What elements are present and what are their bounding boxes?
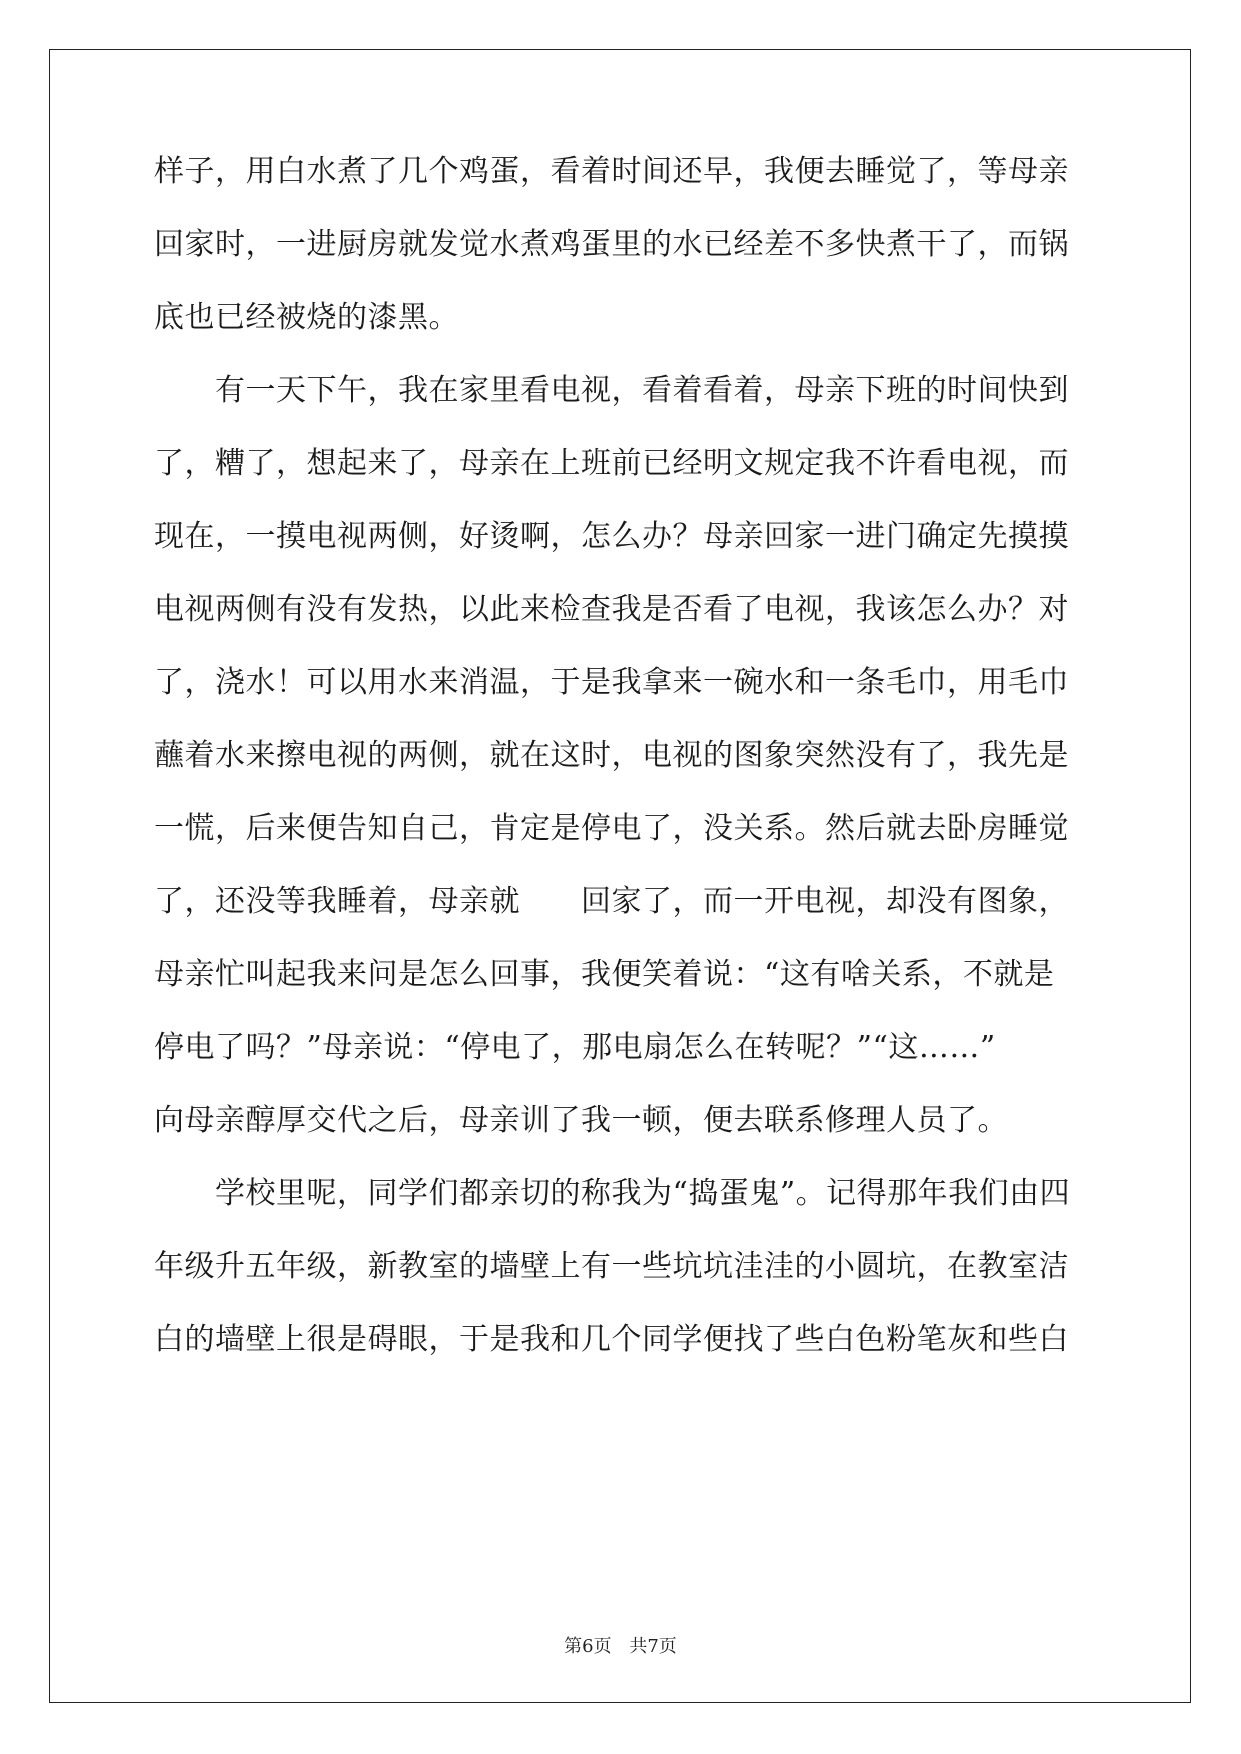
text-line: 学校里呢，同学们都亲切的称我为“捣蛋鬼”。记得那年我们由四: [154, 1176, 1071, 1211]
text-line: 了，糟了，想起来了，母亲在上班前已经明文规定我不许看电视，而: [154, 446, 1069, 481]
text-line: 样子，用白水煮了几个鸡蛋，看着时间还早，我便去睡觉了，等母亲: [154, 154, 1069, 189]
page-number-total: 共7页: [629, 1636, 677, 1657]
text-line: 现在，一摸电视两侧，好烫啊，怎么办？母亲回家一进门确定先摸摸: [154, 519, 1069, 554]
text-line: 母亲忙叫起我来问是怎么回事，我便笑着说：“这有啥关系，不就是: [154, 957, 1055, 992]
text-line: 蘸着水来擦电视的两侧，就在这时，电视的图象突然没有了，我先是: [154, 738, 1069, 773]
text-line: 有一天下午，我在家里看电视，看着看着，母亲下班的时间快到: [154, 373, 1069, 408]
page-number-current: 第6页: [564, 1636, 612, 1657]
text-line: 向母亲醇厚交代之后，母亲训了我一顿，便去联系修理人员了。: [154, 1103, 1008, 1138]
text-line: 回家时，一进厨房就发觉水煮鸡蛋里的水已经差不多快煮干了，而锅: [154, 227, 1069, 262]
text-line: 停电了吗？”母亲说：“停电了，那电扇怎么在转呢？”“这……”: [154, 1030, 996, 1065]
text-line: 底也已经被烧的漆黑。: [154, 300, 459, 335]
text-line: 电视两侧有没有发热，以此来检查我是否看了电视，我该怎么办？对: [154, 592, 1069, 627]
text-line: 了，还没等我睡着，母亲就 回家了，而一开电视，却没有图象，: [154, 884, 1069, 919]
text-line: 年级升五年级，新教室的墙壁上有一些坑坑洼洼的小圆坑，在教室洁: [154, 1249, 1069, 1284]
text-line: 白的墙壁上很是碍眼，于是我和几个同学便找了些白色粉笔灰和些白: [154, 1322, 1069, 1357]
page-footer: [0, 1632, 1241, 1658]
text-line: 了，浇水！可以用水来消温，于是我拿来一碗水和一条毛巾，用毛巾: [154, 665, 1069, 700]
text-line: 一慌，后来便告知自己，肯定是停电了，没关系。然后就去卧房睡觉: [154, 811, 1069, 846]
